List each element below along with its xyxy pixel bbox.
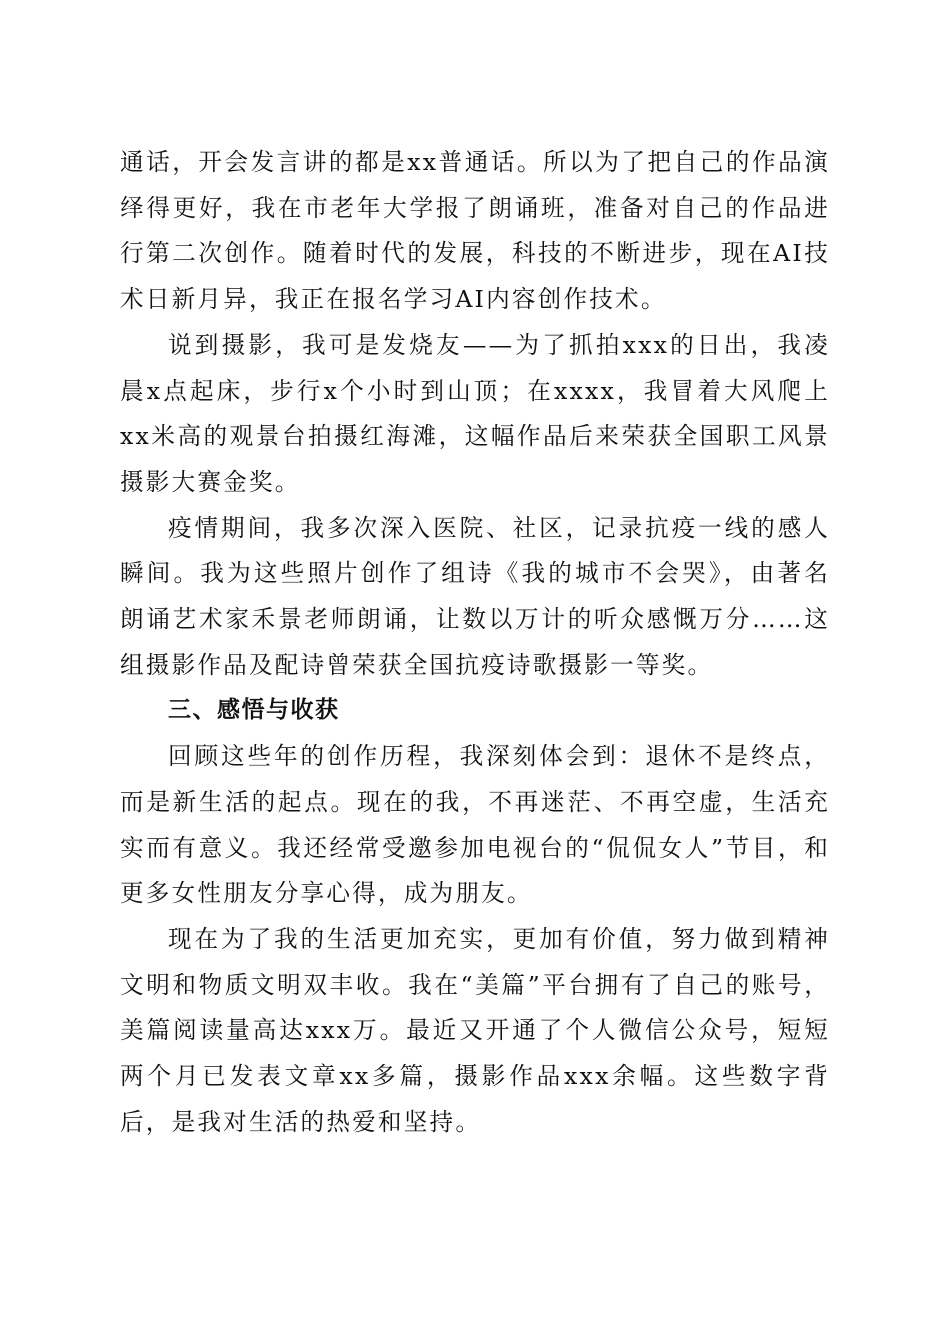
paragraph-reflection: 回顾这些年的创作历程，我深刻体会到：退休不是终点，而是新生活的起点。现在的我，不再迷茫、不再空虚，生活充实而有意义。我还经常受邀参加电视台的“侃侃女人”节目，和更多女性朋友分享心得，成为朋友。	[120, 742, 830, 908]
paragraph-photography: 说到摄影，我可是发烧友——为了抓拍xxx的日出，我凌晨x点起床，步行x个小时到山顶；在xxxx，我冒着大风爬上xx米高的观景台拍摄红海滩，这幅作品后来荣获全国职工风景摄影大赛金奖。	[120, 330, 830, 496]
section-heading: 三、感悟与收获	[168, 697, 340, 724]
paragraph-continuation: 通话，开会发言讲的都是xx普通话。所以为了把自己的作品演绎得更好，我在市老年大学报了朗诵班，准备对自己的作品进行第二次创作。随着时代的发展，科技的不断进步，现在AI技术日新月异，我正在报名学习AI内容创作技术。	[120, 148, 830, 314]
paragraph-pandemic: 疫情期间，我多次深入医院、社区，记录抗疫一线的感人瞬间。我为这些照片创作了组诗《我的城市不会哭》，由著名朗诵艺术家禾景老师朗诵，让数以万计的听众感慨万分……这组摄影作品及配诗曾荣获全国抗疫诗歌摄影一等奖。	[120, 513, 830, 679]
paragraph-achievements: 现在为了我的生活更加充实，更加有价值，努力做到精神文明和物质文明双丰收。我在“美篇”平台拥有了自己的账号，美篇阅读量高达xxx万。最近又开通了个人微信公众号，短短两个月已发表文章xx多篇，摄影作品xxx余幅。这些数字背后，是我对生活的热爱和坚持。	[120, 924, 830, 1136]
document-page	[120, 140, 830, 1145]
